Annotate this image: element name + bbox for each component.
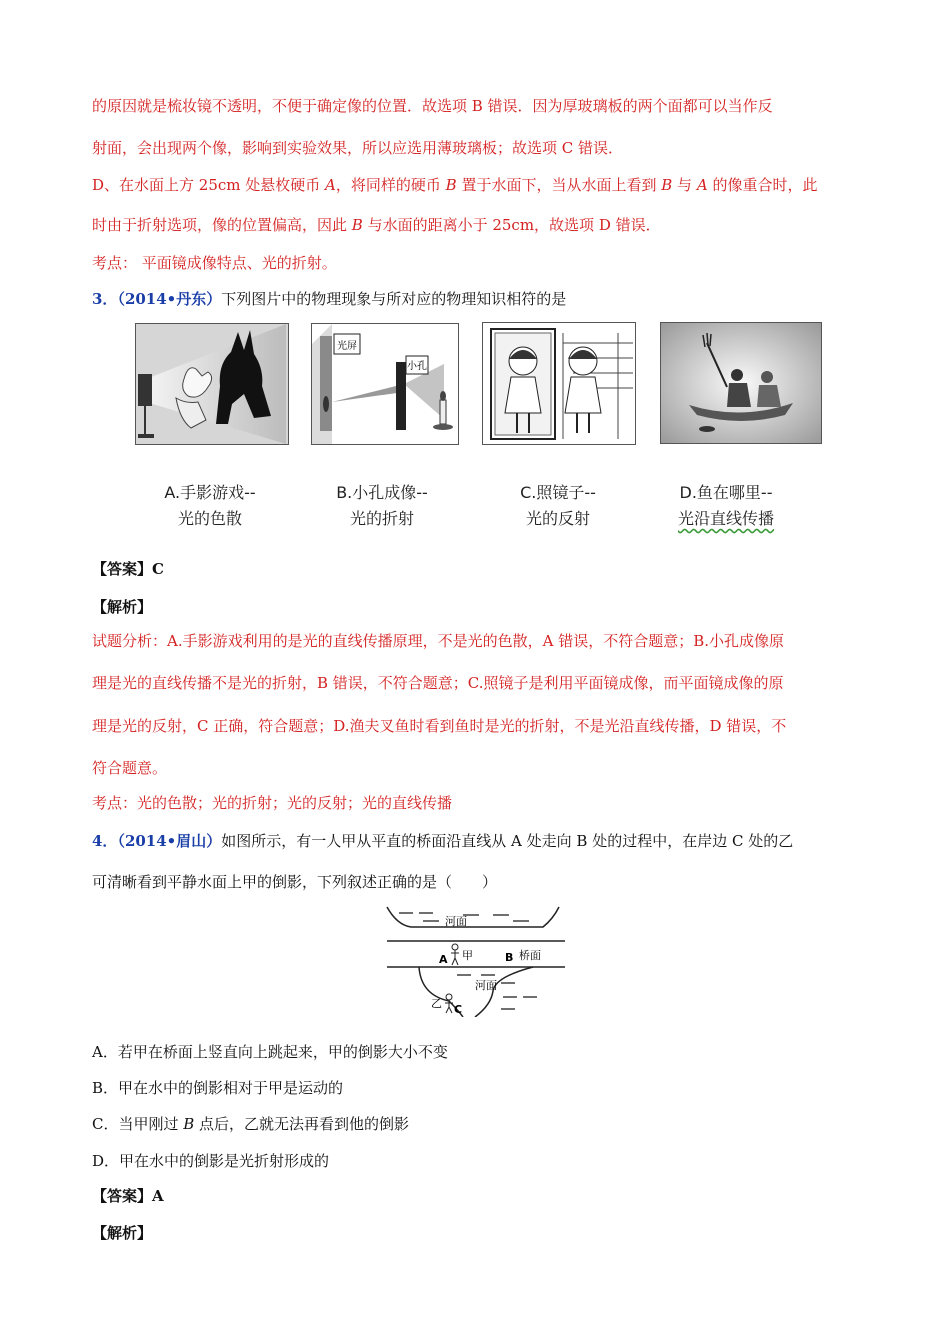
q3-stem: 3．（2014•丹东）下列图片中的物理现象与所对应的物理知识相符的是 bbox=[92, 290, 567, 308]
q3-image-mirror bbox=[482, 322, 636, 445]
q3-option-b: B.小孔成像-- 光的折射 bbox=[336, 483, 428, 528]
river-bottom-label: 河面 bbox=[475, 979, 497, 992]
mirror-illustration bbox=[483, 323, 635, 444]
bridge-label: 桥面 bbox=[519, 949, 541, 962]
q3-answer: 【答案】C bbox=[92, 560, 164, 578]
point-c-label: C bbox=[454, 1003, 463, 1016]
q3-image-hand-shadow bbox=[135, 323, 289, 445]
q3-analysis-line-4: 符合题意。 bbox=[92, 759, 168, 777]
q3-kaodian: 考点：光的色散；光的折射；光的反射；光的直线传播 bbox=[92, 794, 453, 812]
q4-option-b: B．甲在水中的倒影相对于甲是运动的 bbox=[92, 1079, 344, 1097]
q3-option-c: C.照镜子-- 光的反射 bbox=[520, 483, 596, 528]
pinhole-illustration bbox=[312, 324, 458, 444]
prev-analysis-line-1: 的原因就是梳妆镜不透明，不便于确定像的位置．故选项 B 错误．因为厚玻璃板的两个面都可以当作反 bbox=[92, 97, 773, 115]
q4-option-c: C．当甲刚过 B 点后，乙就无法再看到他的倒影 bbox=[92, 1115, 410, 1133]
q4-bridge-diagram bbox=[383, 905, 565, 1017]
q3-analysis-line-1: 试题分析：A.手影游戏利用的是光的直线传播原理，不是光的色散，A 错误，不符合题意；B.小孔成像原 bbox=[92, 632, 784, 650]
river-top-label: 河面 bbox=[445, 915, 467, 928]
prev-analysis-line-3: D、在水面上方 25cm 处悬枚硬币 A，将同样的硬币 B 置于水面下，当从水面上看到 B 与 A 的像重合时，此 bbox=[92, 176, 818, 194]
point-b-label: B bbox=[505, 951, 514, 964]
q3-image-fishing bbox=[660, 322, 822, 444]
hand-shadow-illustration bbox=[136, 324, 288, 444]
q4-answer: 【答案】A bbox=[92, 1187, 164, 1205]
q3-option-d: D.鱼在哪里-- 光沿直线传播 bbox=[677, 483, 774, 528]
prev-analysis-line-2: 射面，会出现两个像，影响到实验效果，所以应选用薄玻璃板；故选项 C 错误． bbox=[92, 139, 624, 157]
q4-option-d: D．甲在水中的倒影是光折射形成的 bbox=[92, 1152, 330, 1170]
q3-image-pinhole bbox=[311, 323, 459, 445]
hole-label: 小孔 bbox=[407, 361, 427, 372]
q4-analysis-label: 【解析】 bbox=[92, 1224, 153, 1242]
prev-analysis-line-4: 时由于折射选项，像的位置偏高，因此 B 与水面的距离小于 25cm，故选项 D 错误． bbox=[92, 216, 661, 234]
q3-analysis-line-3: 理是光的反射，C 正确，符合题意；D.渔夫叉鱼时看到鱼时是光的折射，不是光沿直线传播，D 错误，不 bbox=[92, 717, 787, 735]
q3-option-a: A.手影游戏-- 光的色散 bbox=[164, 483, 256, 528]
q3-analysis-label: 【解析】 bbox=[92, 598, 153, 616]
fishing-illustration bbox=[661, 323, 821, 443]
point-a-label: A bbox=[439, 953, 448, 966]
person-yi-label: 乙 bbox=[431, 997, 442, 1010]
q4-stem-line-1: 4．（2014•眉山）如图所示，有一人甲从平直的桥面沿直线从 A 处走向 B 处的过程中，在岸边 C 处的乙 bbox=[92, 832, 794, 850]
prev-kaodian: 考点： 平面镜成像特点、光的折射。 bbox=[92, 254, 337, 272]
q3-analysis-line-2: 理是光的直线传播不是光的折射，B 错误，不符合题意；C.照镜子是利用平面镜成像，而平面镜成像的原 bbox=[92, 674, 784, 692]
q4-option-a: A．若甲在桥面上竖直向上跳起来，甲的倒影大小不变 bbox=[92, 1043, 448, 1061]
q4-stem-line-2: 可清晰看到平静水面上甲的倒影，下列叙述正确的是（ ） bbox=[92, 873, 498, 891]
screen-label: 光屏 bbox=[337, 341, 357, 352]
person-jia-label: 甲 bbox=[462, 949, 473, 962]
